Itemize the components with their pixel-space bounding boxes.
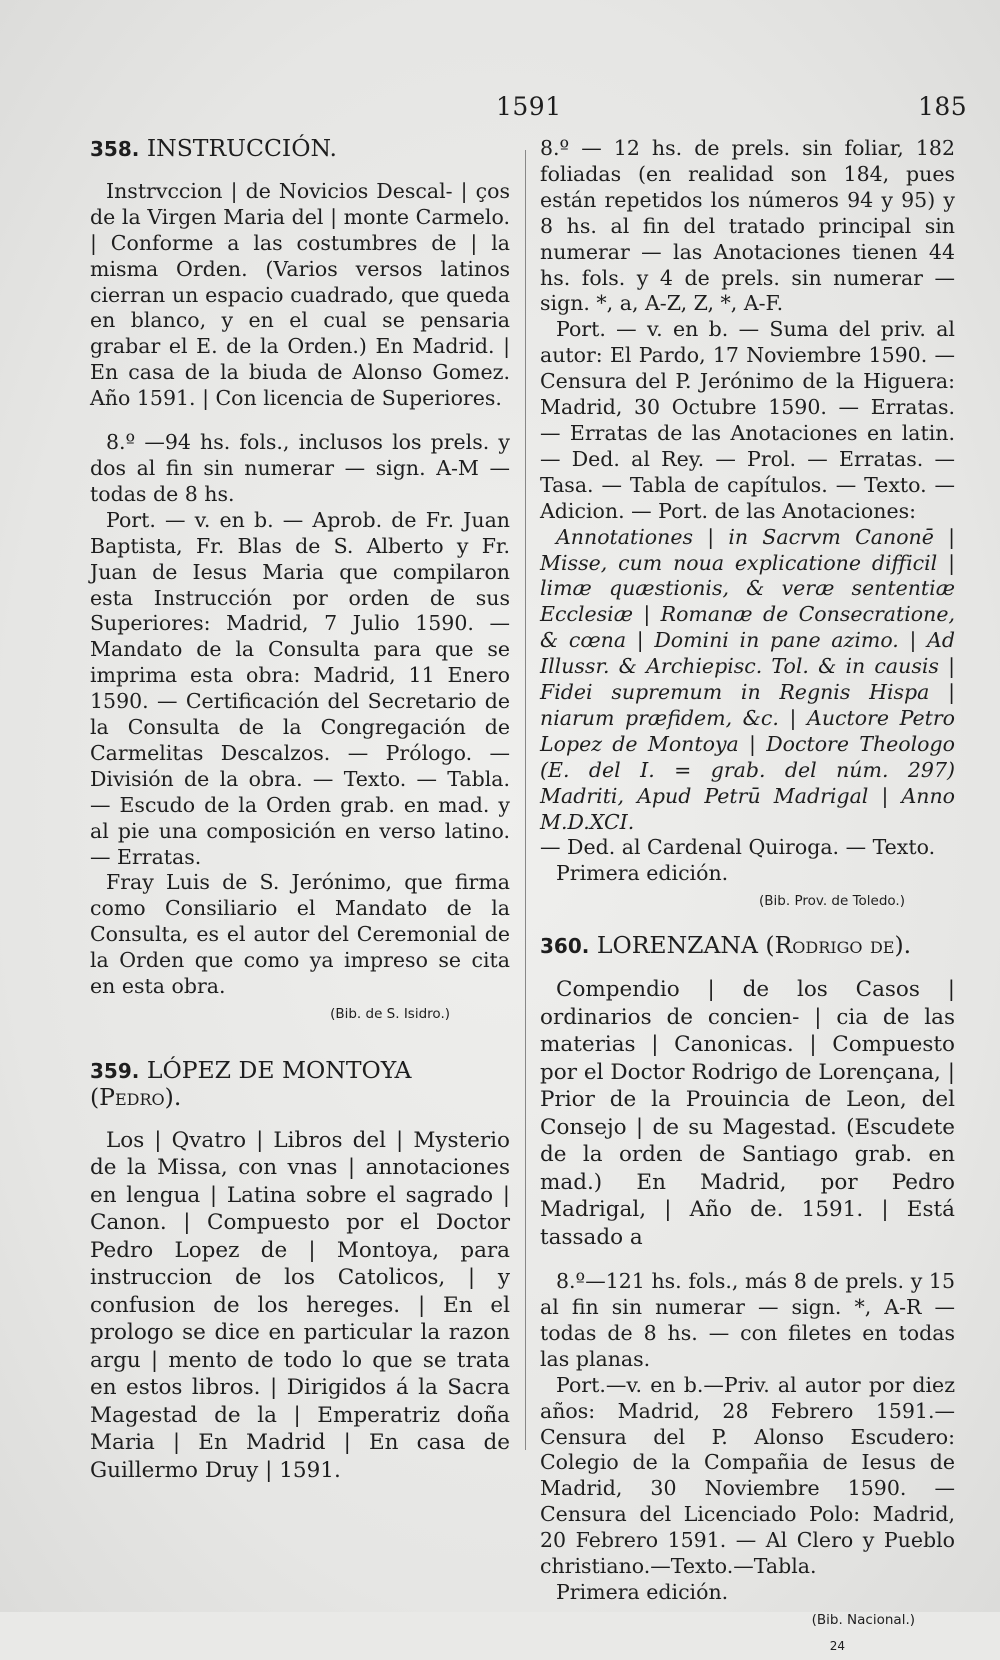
- entry-360-title-transcription: Compendio | de los Casos | ordinarios de concien- | cia de las materias | Canonicas. | Compuesto por el Doctor Rodrigo de Lorençana, | Prior de la Prouincia de Leon, del Consejo | de su Magestad. (Escudete de la orden de Santiago grab. en mad.) En Madrid, por Pedro Madrigal, | Año de. 1591. | Está tassado a: [540, 977, 955, 1250]
- entry-heading-text: INSTRUCCIÓN.: [146, 134, 338, 162]
- entry-359-edition: Primera edición.: [556, 861, 729, 886]
- entry-360-collation: 8.º—121 hs. fols., más 8 de prels. y 15 al fin sin numerar — sign. *, A-R — todas de 8 hs. — con filetes en todas las planas.: [540, 1269, 955, 1371]
- entry-heading-text: LORENZANA (: [596, 931, 775, 960]
- right-column: [540, 136, 955, 1660]
- entry-heading-close: ).: [894, 931, 912, 960]
- entry-360-library: (Bib. Nacional.): [811, 1611, 915, 1628]
- entry-359-collation: 8.º — 12 hs. de prels. sin foliar, 182 foliadas (en realidad son 184, pues están repetidos los números 94 y 95) y 8 hs. al fin del tratado principal sin numerar — las Anotaciones tienen 44 hs. fols. y 4 de prels. sin numerar — sign. *, a, A-Z, Z, *, A-F.: [540, 136, 955, 316]
- entry-number: 360.: [540, 934, 590, 959]
- entry-heading-text: LÓPEZ DE MONTOYA (: [90, 1055, 412, 1111]
- entry-358-contents: Port. — v. en b. — Aprob. de Fr. Juan Baptista, Fr. Blas de S. Alberto y Fr. Juan de Iesus Maria que compilaron esta Instrucción por orden de sus Superiores: Madrid, 7 Julio 1590. — Mandato de la Consulta para que se imprima esta obra: Madrid, 11 Enero 1590. — Certificación del Secretario de la Consulta de la Congregación de Carmelitas Descalzos. — Prólogo. — División de la obra. — Texto. — Tabla. — Escudo de la Orden grab. en mad. y al pie una composición en verso latino. — Erratas.: [90, 507, 510, 869]
- entry-heading-given-name: Pedro: [99, 1082, 165, 1111]
- entry-358-library: (Bib. de S. Isidro.): [330, 1006, 450, 1022]
- entry-360-heading: [540, 933, 955, 960]
- entry-359-library: (Bib. Prov. de Toledo.): [759, 893, 905, 910]
- entry-359-title-transcription: Los | Qvatro | Libros del | Mysterio de la Missa, con vnas | annotaciones en lengua | Latina sobre el sagrado | Canon. | Compuesto por el Doctor Pedro Lopez de | Montoya, para instruccion de los Catolicos, | y confusion de los hereges. | En el prologo se dice en particular la razon argu | mento de todo lo que se trata en estos libros. | Dirigidos á la Sacra Magestad de la | Emperatriz doña Maria | En Madrid | En casa de Guillermo Druy | 1591.: [90, 1127, 510, 1483]
- entry-number: 359.: [90, 1058, 140, 1083]
- entry-360-edition: Primera edición.: [556, 1579, 729, 1604]
- running-head-year: 1591: [496, 92, 562, 121]
- entry-358-title-transcription: Instrvccion | de Novicios Descal- | ços de la Virgen Maria del | monte Carmelo. | Conforme a las costumbres de | la misma Orden. (Varios versos latinos cierran un espacio cuadrado, que queda en blanco, y en el cual se pensaria grabar el E. de la Orden.) En Madrid. | En casa de la biuda de Alonso Gomez. Año 1591. | Con licencia de Superiores.: [90, 178, 510, 411]
- entry-heading-close: ).: [164, 1082, 182, 1111]
- entry-358-collation: 8.º —94 hs. fols., inclusos los prels. y dos al fin sin numerar — sign. A-M — todas de 8 hs.: [90, 430, 510, 506]
- entry-heading-given-name: Rodrigo de: [774, 931, 895, 960]
- entry-359-heading: [90, 1055, 510, 1111]
- entry-358-note: Fray Luis de S. Jerónimo, que firma como Consiliario el Mandato de la Consulta, es el autor del Ceremonial de la Orden que como ya impreso se cita en esta obra.: [90, 870, 510, 999]
- page-number: 185: [918, 92, 968, 121]
- entry-359-after-latin: — Ded. al Cardenal Quiroga. — Texto.: [540, 835, 936, 860]
- signature-mark: 24: [829, 1638, 845, 1653]
- entry-360-contents: Port.—v. en b.—Priv. al autor por diez años: Madrid, 28 Febrero 1591.—Censura del P. Alonso Escudero: Colegio de la Compañia de Iesus de Madrid, 30 Noviembre 1590. — Censura del Licenciado Polo: Madrid, 20 Febrero 1591. — Al Clero y Pueblo christiano.—Texto.—Tabla.: [540, 1372, 955, 1579]
- column-divider: [525, 150, 526, 1450]
- left-column: [90, 136, 510, 1484]
- entry-359-contents: Port. — v. en b. — Suma del priv. al autor: El Pardo, 17 Noviembre 1590. — Censura del P. Jerónimo de la Higuera: Madrid, 30 Octubre 1590. — Erratas. — Erratas de las Anotaciones en latin. — Ded. al Rey. — Prol. — Erratas. — Tasa. — Tabla de capítulos. — Texto. — Adicion. — Port. de las Anotaciones:: [540, 317, 955, 523]
- entry-number: 358.: [90, 137, 140, 161]
- entry-359-latin-title: Annotationes | in Sacrvm Canonē | Misse, cum noua explicatione difficil | limæ quæstionis, & veræ sententiæ Ecclesiæ | Romanæ de Consecratione, & cœna | Domini in pane azimo. | Ad Illussr. & Archiepisc. Tol. & in causis | Fidei supremum in Regnis Hispa | niarum præfidem, &c. | Auctore Petro Lopez de Montoya | Doctore Theologo (E. del I. = grab. del núm. 297) Madriti, Apud Petrū Madrigal | Anno M.D.XCI.: [540, 524, 955, 834]
- entry-358-heading: [90, 136, 510, 163]
